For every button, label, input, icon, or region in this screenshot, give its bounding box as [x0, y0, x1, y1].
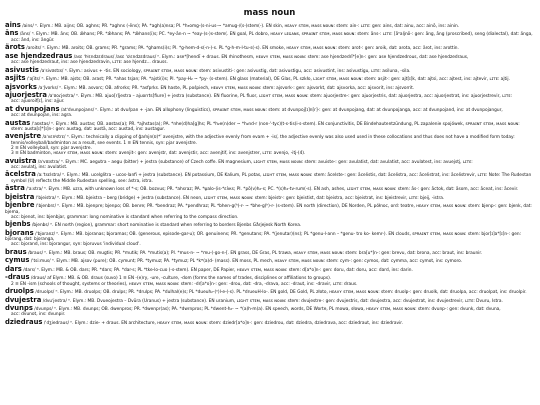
entry-headword: bjenbs [5, 220, 31, 229]
dictionary-entry [5, 306, 534, 318]
entry-definition: /ˈaʃits/ ⁿ. Elym.: MB. ajsts; OB. arast; PR. *ahas tsjan; PA. *ajsti(i)s; PI. *pay-H₂ ~ *py- (s-stem). EN glass (material), OE Glas, PL szkło, ʟɪɢʜᴛ sᴛᴇᴍ, ᴍᴀss ɴᴏᴜɴ: stem: asjit-: gen: ajt[ɪ]k, dat: ajtsi, acc: ajtest, ins: ajtevir, ʟɪᴛᴇ: ajtij. [26, 77, 510, 83]
dictionary-entry [5, 192, 534, 201]
entry-headword: braus [5, 247, 27, 256]
entry-headword: bjorans [5, 228, 34, 237]
entry-definition: /ˈtsiːmus/ ⁿ. Elym.: MB. ajsov (pure); OB. cymunt; PR. *tymuz; PA. *tymuz; PL *kʷ(a)d- (mass). EN moss, PL mech, ʜᴇᴀᴠʏ sᴛᴇᴍ, ᴍᴀss ɴᴏᴜɴ: stem: cym-: gen: cymos, dat: cymma, acc: cymot, ins: cymoro. [30, 259, 463, 265]
entry-definition-continued: 2 ≡ EN volleyball, syn: pjar avenjstre. [11, 145, 92, 151]
entry-definition: /aˈsivʊstɪs/ ⁿ. Elym.: asivus + -tis. EN sociology, sᴘʀᴀɪɴᴛ sᴛᴇᴍ, ᴍᴀss ɴᴏᴜɴ: stem: asivustiti-: gen: asivustig, dat: asivustigu, acc: asivustint, ins: asivustigu, ʟɪᴛᴇ: asiluna, -sila. [40, 68, 411, 74]
entry-definition: /ˈbjeistra/ ⁿ. Elym.: MB. bjeistra – berg (bridge) + jestra (substance). EN neon, ʟɪɢʜᴛ sᴛᴇᴍ, ᴍᴀss ɴᴏᴜɴ: stem: bjeistr-: gen: bjeistist, dat: bjeistra, acc: bjeistrat, ins: bjeistrevir, ʟɪᴛᴇ: bjeij, -istra. [35, 195, 445, 201]
entry-definition: /aːˈtsɛlstra/ ⁿ. Elym.: MB. ucelglitra – ucos-lanfi + jestra (substance). EN potassium, DE Kalium, PL potas, ʟɪɢʜᴛ sᴛᴇᴍ, ᴍᴀss ɴᴏᴜɴ: stem: ācelste-: gen: ācelistis, dat: ācelistra, acc: ācelistrat, ins: ācelistrevir, ʟɪᴛᴇ: Note: The Rudestan [37, 173, 532, 179]
entry-definition-continued: tennis/volleyball/badminton as a result, see events. 1 ≡ EN tennis, syn: pjar avenjstre. [11, 140, 198, 146]
entry-headword: ajuorjestra [5, 90, 47, 99]
dictionary-entry [5, 31, 534, 43]
entry-definition: /aˈvʊɪstra/ ⁿ. Elym.: MC. aegutra – aegu (bitter) + jestra (substance) of Czech coffe. EN magnesium, ʟɪɢʜᴛ sᴛᴇᴍ, ᴍᴀss ɴᴏᴜɴ: stem: avuiste-: gen: avulatist, dat: avulatist, acc: avulatest, ins: avuejstj, ʟɪᴛᴇ: [37, 159, 473, 165]
entry-definition: /draus/ af Elym.: MB. & OB. draus (suvo) 1 ≡ EN -(e)ry, -ure, -culture, -dom (forms the names of trades, disciplines or affiliations to groups). [30, 276, 332, 282]
entry-headword: asjits [5, 74, 26, 83]
entry-headword: -draus [5, 273, 30, 282]
entry-definition: /asɛ ˈhʲɛndzɛdraus/ /asɛ ˈɢʲɛndzɛdraus/ ⁿ. Elym.: ase*[hendī + draus. EN rhinothesm, ʜᴇᴀᴠʏ sᴛᴇᴍ, ᴍᴀss ɴᴏᴜɴ: stem: ase hjendzedrī*[e]n-: gen: ase hjendzedrous, dat: ase hjendzedraus, [73, 54, 469, 60]
entry-definition-continued: acc: at dvunpojan, ins: agra. [11, 113, 73, 119]
entry-definition: /dvuˈjestra/ ⁿ. Elym.: MB. Dvueojestra – Dvūra (Uranus) + jestra (substance). EN uranium, ʟɪɢʜᴛ sᴛᴇᴍ, ᴍᴀss ɴᴏᴜɴ: stem: dvujestre-: gen: dvujestris, dat: dvujestra, acc: dvujestrat, ins: dvujestrevir, ʟɪᴛᴇ: Dvuru, Istra. [42, 298, 503, 304]
entry-headword: ärots [5, 43, 25, 52]
entry-definition-continued: acc: avulatj, ins: avulatist. [11, 165, 68, 170]
dictionary-entry [5, 90, 534, 105]
entry-headword: avuistra [5, 156, 37, 165]
entry-definition-continued: acc: ānd, ins: ängür. [11, 37, 55, 43]
entry-definition: /atˈdvunpojans/ ⁿ. Elym.: at dvuřpan + -jan. EN allophony (linguistics), sᴘʀᴀɪɴᴛ sᴛᴇᴍ, ᴍᴀss ɴᴏᴜɴ: stem: at dvunpoj[ɪ]n[r]-: gen: at dvunpojang, dat: at dvunpojanga, acc: at dvunpojand, ins: at dvunpojangur, [60, 107, 503, 113]
dictionary-entry [5, 156, 534, 171]
entry-definition: /ains/ ⁿ. Elym.: MB. aijns; OB. aghns; PR. *aghns (-ēns); PA. *agh(a)nsa; PI. *h₃omg-(s-ni-us-~ *amug-/(s-)stem(-). EN skin, ʜᴇᴀᴠʏ sᴛᴇᴍ, ᴍᴀss ɴᴏᴜɴ: stem: ain-: ʟɪᴛᴇ: gen: ains, dat: ainu, acc: ainō, ins: ainin. [22, 24, 460, 29]
entry-definition: /ˈaːstra/ ⁿ. Elym.: MB. uzra, with unknown loss of *-s; OB. bozvus; PR. *ahsraz; PA. *ψalo-(is-*ɛλκs; PI. *pō(v)h₂-s; PC. *(s)h₂-tv-rum(-s). EN ash, ashes, ʟɪɢʜᴛ sᴛᴇᴍ, ᴍᴀss ɴᴏᴜɴ: stem: ās-: gen: āctok, dat: āsom, acc: āceat, ins: ācevir. [26, 187, 519, 193]
dictionary-entry [5, 65, 534, 74]
dictionary-entry [5, 82, 534, 91]
entry-headword: ase hjendzedraus [5, 51, 73, 60]
entry-headword: ācelstra [5, 170, 36, 179]
dictionary-entry [5, 23, 534, 29]
dictionary-entry [5, 134, 534, 156]
entry-headword: asivustis [5, 65, 39, 74]
dictionary-entry [5, 172, 534, 184]
dictionary-entry [5, 264, 534, 273]
entry-list [5, 23, 534, 326]
entry-definition: /dars/ ⁿ. Elym.: MB. & OB. dars; PR. *dars; PA. *dar-s; PL *tke-lo-cuo (-s-stem). EN paper, DE Papier, ʜᴇᴀᴠʏ sᴛᴇᴍ, ᴍᴀss ɴᴏᴜɴ: stem: d[a*o]n-: gen: doru, dat: doru, acc: dard, ins: darin. [23, 267, 413, 273]
entry-headword: ains [5, 21, 21, 29]
entry-definition: /braus/ ⁿ. Elym.: MB. braus; OB. mugtis; PR. *mutik; PA. *mutis(a); PI. *mus-n- ~ *mu-(-go-n-[. EN grass, DE Gras, PL trawa, ʜᴇᴀᴠʏ sᴛᴇᴍ, ᴍᴀss ɴᴏᴜɴ: stem: bra[u*]n-: gen: brevu, dat: brona, acc: braut, ins: braunir. [28, 250, 483, 256]
entry-definition-continued: acc: ase hjendzedraut, ins: ase hjendzedravin, ʟɪᴛᴇ: ase hjendz... drauss. [11, 60, 168, 66]
entry-definition: /ˈbjoranz/ ⁿ. Elym.: MB. bjoranas; bjoramas; OB. (generous, episode-gar-u); OR. genuinens; PR. *genutans; PA. *(jenutar)(ns); PL *genu-l-ann – *genu- tro ko- kemr-). EN clouds, sᴘʀᴀɪɴᴛ sᴛᴇᴍ, ᴍᴀss ɴᴏᴜɴ: stem: bjor[ɪ]a*[ɪ]n-: gen: bjorang, dat: bjoranga, [5, 231, 522, 243]
dictionary-entry [5, 186, 534, 192]
dictionary-entry [5, 51, 534, 66]
dictionary-entry [5, 317, 534, 326]
entry-definition: /aˈʊoɾjestra/ ⁿ. Elym.: MB. ajuo[r]jestra – ajuorrts[fiure] + jestra (substance). EN fluorine, PL fluor, ʟɪɢʜᴛ sᴛᴇᴍ, ᴍᴀss ɴᴏᴜɴ: stem: ajuorjestre-: gen: ajuorjestris, dat: ajuorjestra, acc: ajuorjestrat, ins: ajuorjestrevir, ʟɪᴛᴇ: [48, 93, 512, 99]
entry-headword: avenjstre [5, 132, 42, 141]
entry-headword: ajsvorks [5, 82, 37, 91]
dictionary-entry [5, 275, 534, 287]
dictionary-entry [5, 295, 534, 304]
entry-definition-continued: symbol (U) reflects the Middle Rudestan spelling, see: ȧstra, istra. [11, 178, 153, 184]
entry-definition: /bjenbs/ ⁿ. EN north (region), grammar: short nominative is standard when referring to borders Bjenbs Gårjejesk North Korea. [31, 223, 302, 229]
entry-definition: /dvunps/ ⁿ. Elym.: MB. dvunps; OB. dwenpros; PR. *dwenpr(as); PA. *dwrnpros; PL *dwent-h₂- ~ *(a)h-m(a). EN speech, words, DE Worte, PL mowa, słowa, ʜᴇᴀᴠʏ sᴛᴇᴍ, ᴍᴀss ɴᴏᴜɴ: stem: dvunp-: gen: dvunk, dat: dvuna, [34, 307, 501, 313]
entry-headword: bjeistra [5, 192, 35, 201]
entry-headword: cymus [5, 256, 30, 265]
entry-definition: /ˈdʒiedraus/ ⁿ. Elym.: dzie- + draus. EN architecture, ʜᴇᴀᴠʏ sᴛᴇᴍ, ᴍᴀss ɴᴏᴜɴ: stem: dziedr[a*o]n-: gen: dziedrou, dat: dziedra, dziedrava, acc: dziedraut, ins: dziedravir. [43, 320, 404, 326]
entry-headword: at dvunpojans [5, 104, 60, 113]
entry-definition: /druolps/ ⁿ. Elym.: MB. druolps; OB. drulps; PR. *drulps; PA. *dulhal(e)s; PL *dueuh₂-(ᵒ)l-e-(-s). PL *drueuH-lo-. EN gold, DE Gold, PL złoto, ʜᴇᴀᴠʏ sᴛᴇᴍ, ᴍᴀss ɴᴏᴜɴ: stem: druolp-: gen: druolk, dat: druolpa, acc: druolpat, ins: druolpir. [35, 290, 527, 296]
entry-headword: druolps [5, 287, 34, 296]
entry-definition-continued: stem: austa[ɪ]*[ɪ]n-: gen: austag, dat: austä, acc: austad, ins: austagur. [11, 126, 166, 132]
entry-definition: /aˈvɛnʲstrɛ/ ⁿ. Elym.: technically a clipping of g̃aŕnjn(ʊ)*ʹ avenjstre, with the adjective evenly from evam + -is/, the adjective evenly was also used used in these collocations and thus does not have a modified form today: [42, 135, 515, 141]
entry-definition: /aˈʃvorks/ ⁿ. Elym.: MB. asvorc; OB. afrorks; PR. *asfprks. EN haste, PL pośpiech, ʜᴇᴀᴠʏ sᴛᴇᴍ, ᴍᴀss ɴᴏᴜɴ: stem: ajsvork-: gen: ajsvorkt, dat: ajsvorka, acc: ajsvorit, ins: ajsvorrit. [38, 85, 415, 91]
dictionary-entry [5, 104, 534, 119]
entry-headword: dvunps [5, 304, 33, 313]
dictionary-entry [5, 76, 534, 82]
entry-definition-continued: acc: bjorand, ins: bjorangur, syn: bjoruvus 'individual cloud'. [11, 242, 141, 248]
entry-headword: āns [5, 29, 19, 38]
entry-headword: dvujestra [5, 295, 42, 304]
entry-headword: bjenbre [5, 201, 35, 210]
dictionary-entry [5, 45, 534, 51]
entry-headword: dars [5, 264, 22, 273]
page-title: mass noun [243, 8, 296, 18]
entry-headword: dziedraus [5, 317, 43, 326]
entry-definition-continued: acc: bjenot, ins: bjenbjar, grammar: long nominative is standard when referring to the compass direction. [11, 214, 239, 220]
entry-definition-continued: 2 ≡ EN -ism (schools of thought, systems or theories), ʜᴇᴀᴠʏ sᴛᴇᴍ, ᴍᴀss ɴᴏᴜɴ: stem: -dr[a*o]n-: gen: -drou, dat: -dra, -drava, acc: -draut, ins: -dravir, ʟɪᴛᴇ: draus. [11, 281, 358, 287]
dictionary-entry [5, 203, 534, 220]
entry-definition-continued: acc: ajuoroif[ɪ], ins: ajjur. [11, 99, 65, 105]
dictionary-entry [5, 228, 534, 248]
dictionary-entry [5, 247, 534, 256]
dictionary-entry [5, 118, 534, 133]
entry-definition: /āns/ ⁿ. Elym.: MB. āns; OB. ǣhans; PR. *ǣhans; PA. *ǣhans(i)s; PC. *ey-ān-n ~ *eay-(s-)s-stem(. EN goal, PL dobro, ʜᴇᴀᴠʏ ʟᴇɢᴀɴs, sᴘʀᴀɪɴᴛ sᴛᴇᴍ, ᴍᴀss ɴᴏᴜɴ: stem: āns-: ʟɪᴛᴇ: [āⁿaljnō-: gen: āng, āng (proscribed), seng (dialectal), dat: änga, [19, 32, 533, 38]
entry-definition-continued: 3 ≡ EN badminton, ʜᴇᴀᴠʏ sᴛᴇᴍ, ᴍᴀss ɴᴏᴜɴ: stem: avenjit-: gen: avenjstr, dat: avenjstir, acc: avenjtif, ins: avenjstrer, ʟɪᴛᴇ: avenjo, -itj-(4). [11, 151, 306, 157]
dictionary-entry [5, 258, 534, 264]
entry-definition: /aroits/ ⁿ. Elym.: MB. aroits; OB. grams; PR. *grams; PA. *ghams(i)s; PI. *g-hem-d-s(-n-)-s. PL *g-h-m-l-tu-s(-s). EN smoke, ʜᴇᴀᴠʏ sᴛᴇᴍ, ᴍᴀss ɴᴏᴜɴ: stem: arot-: gen: aroik, dat: arota, acc: ärot, ins: arottin. [26, 46, 459, 52]
entry-headword: āstra [5, 184, 25, 193]
entry-definition: /ˈbjenbrɛ/ ⁿ. Elym.: MB. bjenpre; bjenpo; OB. benre; PR. *bendraz; PA. *pendhraz; PL *bhen-g(ʰ)-r- ~ *bhe-g(ʰ)-r- (s-stem). EN north (direction), DE Norden, PL północ, ord: teatre, ʜᴇᴀᴠʏ sᴛᴇᴍ, ᴍᴀss ɴᴏᴜɴ: stem: bjenp-: gen: bjenk, dat: bjema, [5, 204, 532, 215]
entry-definition-continued: acc: dvunot, ins: dvunpir. [11, 312, 66, 318]
dictionary-entry [5, 289, 534, 295]
dictionary-entry [5, 222, 534, 228]
entry-definition: /ˈaʊstas/ ⁿ. Elym.: MB. austas; OB. aʊstas(a); PR. *ajhstas(a); PA. *nhe(d)ha[g]hs; PL *h₂e(n)der ~ *h₂nd-r (non-'-tyc)(t-s-tis(i-s-stem(. EN conjunctivitis, DE Bindehautentzündung, PL zapalenie spojówek, sᴘʀᴀɪɴᴛ sᴛᴇᴍ, ᴍᴀss ɴᴏᴜɴ: [31, 121, 520, 127]
entry-headword: austas [5, 118, 31, 127]
